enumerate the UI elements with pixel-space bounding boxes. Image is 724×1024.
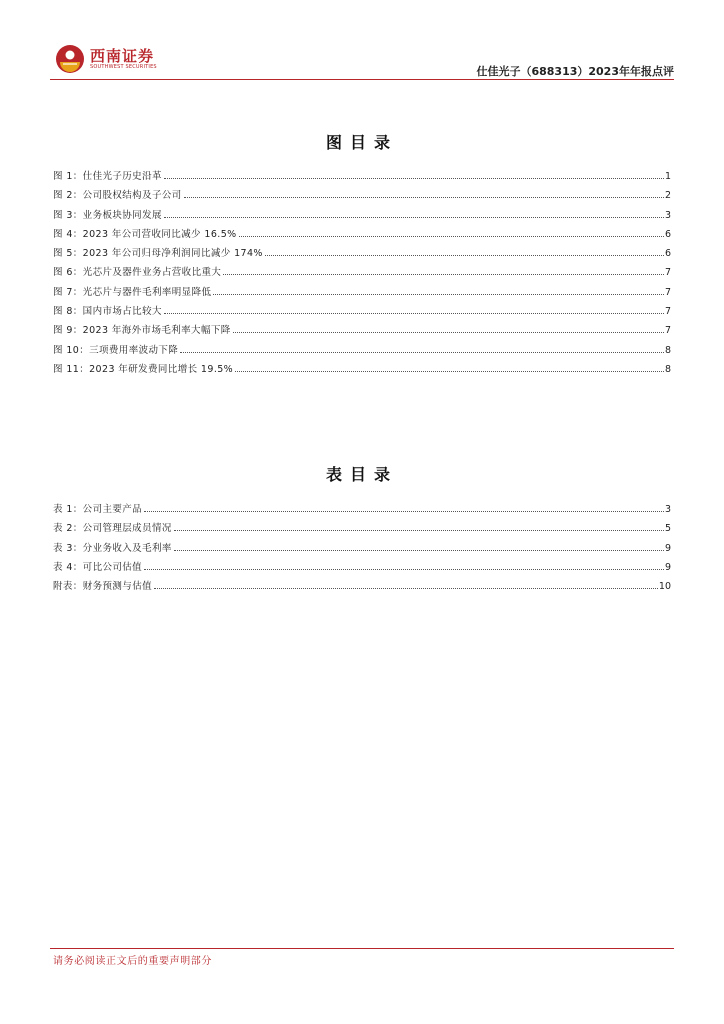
toc-entry-label: 表 3：分业务收入及毛利率 — [53, 542, 172, 554]
toc-entry-label: 图 5：2023 年公司归母净利润同比减少 174% — [53, 248, 263, 260]
toc-page-number: 8 — [664, 363, 671, 375]
toc-row[interactable] — [53, 559, 671, 578]
toc-row[interactable] — [53, 303, 671, 322]
disclaimer-note: 请务必阅读正文后的重要声明部分 — [53, 956, 212, 967]
toc-row[interactable] — [53, 578, 671, 597]
toc-leader-dots — [239, 228, 664, 237]
toc-page-number: 9 — [664, 542, 671, 554]
toc-entry-label: 表 4：可比公司估值 — [53, 561, 143, 573]
toc-leader-dots — [184, 189, 664, 198]
toc-leader-dots — [180, 344, 664, 353]
toc-row[interactable] — [53, 284, 671, 303]
figures-toc-title: 图目录 — [325, 133, 398, 152]
toc-row[interactable] — [53, 168, 671, 187]
toc-entry-label: 表 2：公司管理层成员情况 — [53, 523, 172, 535]
toc-page-number: 3 — [664, 504, 671, 515]
toc-page-number: 7 — [664, 306, 671, 318]
toc-leader-dots — [223, 266, 664, 275]
toc-entry-label: 图 10：三项费用率波动下降 — [53, 344, 179, 356]
toc-leader-dots — [164, 305, 664, 314]
toc-entry-label: 附表：财务预测与估值 — [53, 581, 153, 593]
toc-page-number: 7 — [664, 267, 671, 279]
toc-entry-label: 图 2：公司股权结构及子公司 — [53, 190, 182, 202]
toc-leader-dots — [213, 286, 664, 295]
toc-leader-dots — [233, 324, 664, 333]
toc-entry-label: 图 11：2023 年研发费同比增长 19.5% — [53, 363, 234, 375]
toc-leader-dots — [174, 542, 664, 551]
toc-page-number: 9 — [664, 561, 671, 573]
tables-toc-list — [53, 501, 671, 597]
tables-toc-title: 表目录 — [325, 465, 398, 484]
toc-entry-label: 图 6：光芯片及器件业务占营收比重大 — [53, 267, 222, 279]
header-divider — [50, 79, 674, 80]
toc-row[interactable] — [53, 226, 671, 245]
toc-entry-label: 图 4：2023 年公司营收同比减少 16.5% — [53, 228, 237, 240]
logo-english-name: SOUTHWEST SECURITIES — [90, 64, 157, 70]
page-header — [50, 38, 674, 80]
toc-row[interactable] — [53, 245, 671, 264]
toc-leader-dots — [144, 561, 664, 570]
figures-toc-list — [53, 168, 671, 380]
toc-row[interactable] — [53, 264, 671, 283]
toc-entry-label: 图 1：仕佳光子历史沿革 — [53, 171, 162, 182]
logo-chinese-name: 西南证券 — [90, 47, 155, 65]
toc-row[interactable] — [53, 207, 671, 226]
toc-page-number: 8 — [664, 344, 671, 356]
toc-leader-dots — [174, 522, 664, 531]
toc-entry-label: 图 9：2023 年海外市场毛利率大幅下降 — [53, 325, 231, 337]
toc-leader-dots — [164, 170, 664, 179]
toc-row[interactable] — [53, 342, 671, 361]
toc-row[interactable] — [53, 540, 671, 559]
toc-entry-label: 图 7：光芯片与器件毛利率明显降低 — [53, 286, 212, 298]
toc-page-number: 7 — [664, 325, 671, 337]
toc-page-number: 7 — [664, 286, 671, 298]
toc-page-number: 10 — [658, 581, 671, 593]
toc-page-number: 2 — [664, 190, 671, 202]
toc-row[interactable] — [53, 187, 671, 206]
toc-page-number: 6 — [664, 248, 671, 260]
toc-row[interactable] — [53, 361, 671, 380]
toc-entry-label: 图 3：业务板块协同发展 — [53, 209, 162, 221]
toc-page-number: 3 — [664, 209, 671, 221]
toc-leader-dots — [164, 209, 664, 218]
report-title: 仕佳光子（688313）2023年年报点评 — [476, 65, 674, 78]
toc-leader-dots — [265, 247, 664, 256]
footer-divider — [50, 948, 674, 949]
toc-entry-label: 图 8：国内市场占比较大 — [53, 306, 162, 318]
toc-row[interactable] — [53, 322, 671, 341]
toc-entry-label: 表 1：公司主要产品 — [53, 504, 143, 515]
company-logo — [54, 43, 184, 75]
toc-row[interactable] — [53, 520, 671, 539]
toc-row[interactable] — [53, 501, 671, 520]
toc-leader-dots — [154, 580, 658, 589]
toc-page-number: 5 — [664, 523, 671, 535]
toc-page-number: 1 — [664, 171, 671, 182]
toc-page-number: 6 — [664, 228, 671, 240]
toc-leader-dots — [235, 363, 664, 372]
toc-leader-dots — [144, 503, 664, 512]
logo-emblem-icon — [54, 43, 86, 75]
